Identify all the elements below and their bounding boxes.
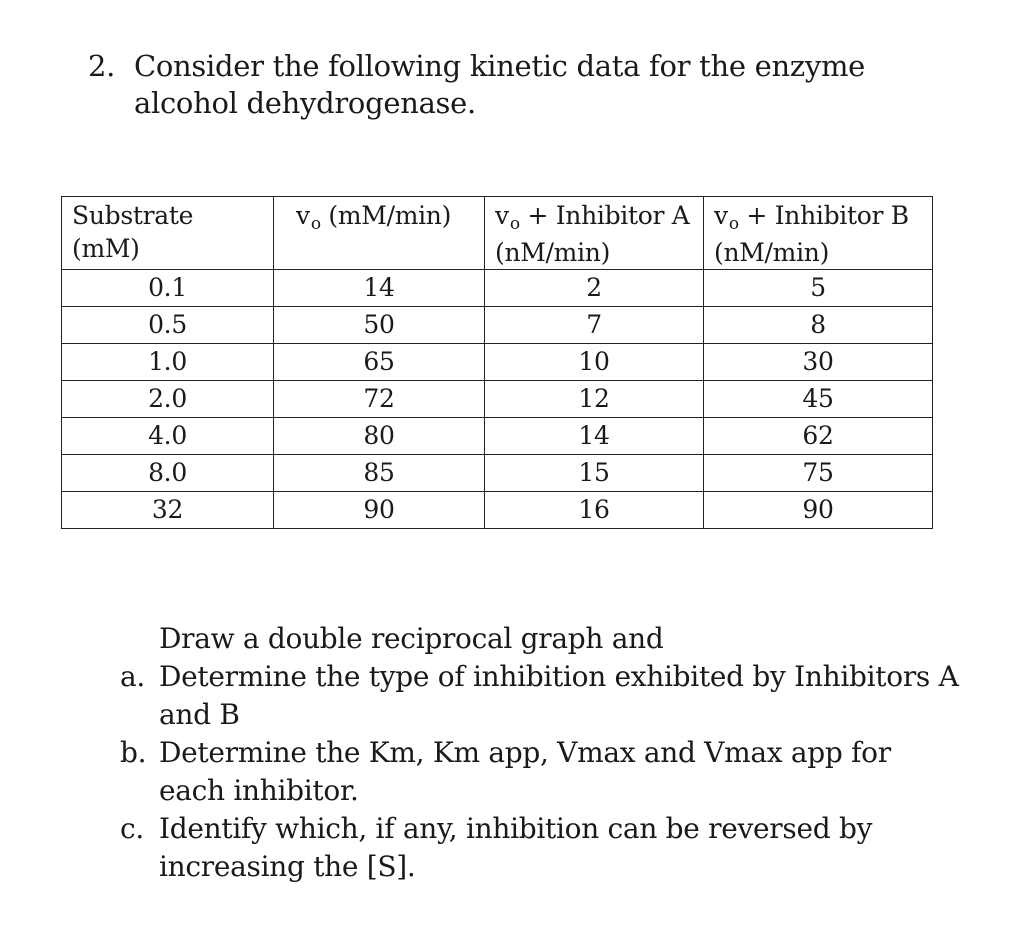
instructions-intro: Draw a double reciprocal graph and <box>159 622 664 655</box>
cell-inhibitor-b: 90 <box>704 492 933 529</box>
cell-inhibitor-a: 12 <box>485 381 704 418</box>
cell-v0: 80 <box>274 418 485 455</box>
cell-substrate: 8.0 <box>62 455 274 492</box>
cell-v0: 14 <box>274 270 485 307</box>
header-inhB-unit: (nM/min) <box>714 238 830 267</box>
cell-substrate: 0.1 <box>62 270 274 307</box>
header-inhB-subscript: o <box>728 214 739 234</box>
instruction-text: Determine the Km, Km app, Vmax and Vmax app for each inhibitor. <box>159 736 891 807</box>
cell-substrate: 2.0 <box>62 381 274 418</box>
cell-v0: 85 <box>274 455 485 492</box>
header-inhA-unit: (nM/min) <box>495 238 611 267</box>
table-row <box>62 381 933 418</box>
header-inhB-label: + Inhibitor B <box>738 201 909 230</box>
instruction-item-c <box>120 810 960 886</box>
cell-substrate: 1.0 <box>62 344 274 381</box>
table-row <box>62 307 933 344</box>
table-header-row <box>62 197 933 270</box>
header-inhA-label: + Inhibitor A <box>519 201 690 230</box>
header-inhA-subscript: o <box>509 214 520 234</box>
cell-substrate: 0.5 <box>62 307 274 344</box>
instruction-letter: a. <box>120 660 145 693</box>
instruction-text: Identify which, if any, inhibition can be reversed by increasing the [S]. <box>159 812 873 883</box>
cell-v0: 50 <box>274 307 485 344</box>
instruction-text: Determine the type of inhibition exhibited by Inhibitors A and B <box>159 660 959 731</box>
cell-inhibitor-a: 10 <box>485 344 704 381</box>
cell-substrate: 4.0 <box>62 418 274 455</box>
table-row <box>62 418 933 455</box>
cell-inhibitor-a: 16 <box>485 492 704 529</box>
cell-inhibitor-a: 2 <box>485 270 704 307</box>
instruction-letter: b. <box>120 736 147 769</box>
question-number: 2. <box>88 49 116 83</box>
header-v0-unit: (mM/min) <box>320 201 452 230</box>
cell-v0: 72 <box>274 381 485 418</box>
header-v0 <box>274 197 485 270</box>
cell-v0: 90 <box>274 492 485 529</box>
header-v0-subscript: o <box>310 214 321 234</box>
cell-inhibitor-a: 14 <box>485 418 704 455</box>
cell-inhibitor-b: 62 <box>704 418 933 455</box>
cell-substrate: 32 <box>62 492 274 529</box>
table-row <box>62 492 933 529</box>
instruction-item-a <box>120 658 960 734</box>
kinetic-data-table <box>61 196 933 529</box>
table-row <box>62 455 933 492</box>
header-substrate <box>62 197 274 270</box>
instruction-item-b <box>120 734 960 810</box>
header-v0-symbol: v <box>296 201 310 230</box>
question-text: Consider the following kinetic data for the enzyme alcohol dehydrogenase. <box>134 49 866 120</box>
cell-inhibitor-a: 7 <box>485 307 704 344</box>
header-substrate-label: Substrate (mM) <box>72 201 194 263</box>
header-inhibitor-a <box>485 197 704 270</box>
cell-inhibitor-b: 8 <box>704 307 933 344</box>
cell-inhibitor-b: 30 <box>704 344 933 381</box>
header-inhibitor-b <box>704 197 933 270</box>
table-row <box>62 270 933 307</box>
cell-inhibitor-b: 75 <box>704 455 933 492</box>
table-row <box>62 344 933 381</box>
header-inhB-symbol: v <box>714 201 728 230</box>
cell-inhibitor-a: 15 <box>485 455 704 492</box>
cell-inhibitor-b: 5 <box>704 270 933 307</box>
cell-v0: 65 <box>274 344 485 381</box>
instructions-block <box>120 620 960 886</box>
cell-inhibitor-b: 45 <box>704 381 933 418</box>
header-inhA-symbol: v <box>495 201 509 230</box>
instruction-letter: c. <box>120 812 144 845</box>
